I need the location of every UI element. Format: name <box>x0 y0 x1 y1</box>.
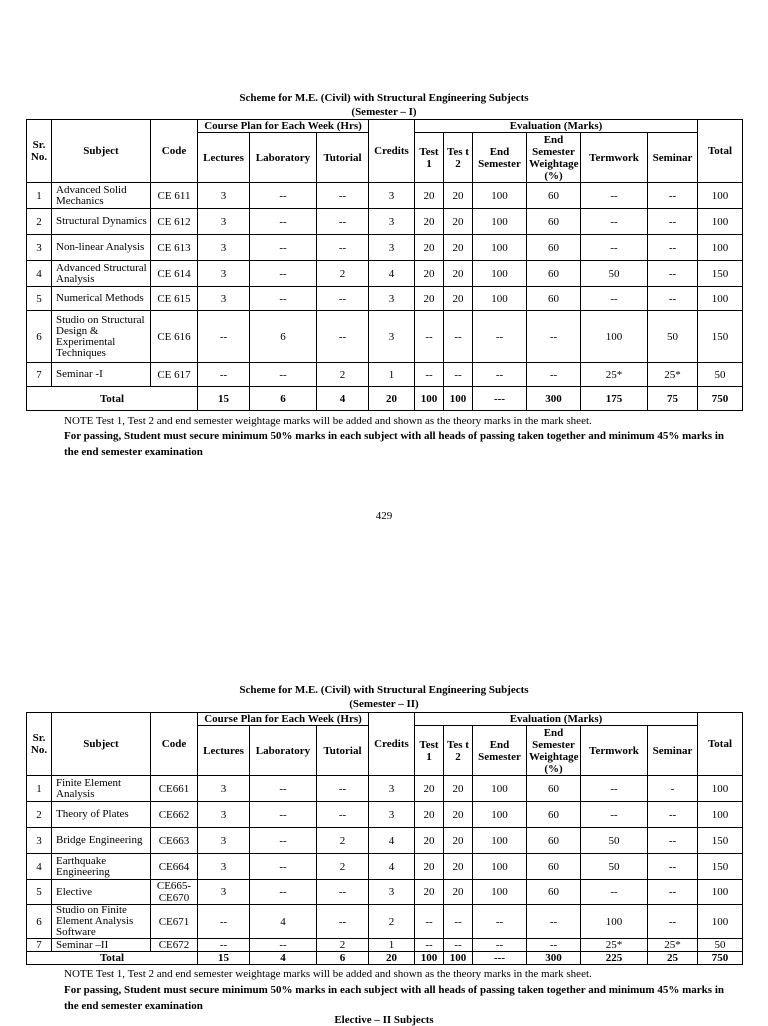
header-evaluation: Evaluation (Marks) <box>415 713 698 726</box>
table-cell: -- <box>317 183 369 209</box>
table-cell: -- <box>444 905 473 939</box>
table-cell: 2 <box>317 854 369 880</box>
subject-cell: Theory of Plates <box>52 802 151 828</box>
table-row <box>27 776 743 802</box>
table-cell: CE 613 <box>151 235 198 261</box>
table-cell: 25* <box>581 939 648 952</box>
table-cell: CE662 <box>151 802 198 828</box>
header-credits: Credits <box>369 713 415 776</box>
table-cell: 20 <box>415 854 444 880</box>
table-cell: 60 <box>527 209 581 235</box>
table-cell: -- <box>581 776 648 802</box>
table-cell: 20 <box>444 287 473 311</box>
table-cell: -- <box>317 311 369 363</box>
table-cell: -- <box>198 311 250 363</box>
header-sr: Sr. No. <box>27 120 52 183</box>
table-cell: 100 <box>698 183 743 209</box>
table-cell: 3 <box>369 311 415 363</box>
table-cell: -- <box>317 776 369 802</box>
header-course-plan: Course Plan for Each Week (Hrs) <box>198 120 369 133</box>
table-cell: 100 <box>473 235 527 261</box>
table-cell: -- <box>473 939 527 952</box>
header-end-semester: End Semester <box>473 133 527 183</box>
table-cell: 60 <box>527 828 581 854</box>
table-cell: 3 <box>369 802 415 828</box>
table-cell: 60 <box>527 287 581 311</box>
table-cell: 5 <box>27 880 52 905</box>
table-cell: 100 <box>473 828 527 854</box>
table-cell: -- <box>527 363 581 387</box>
header-seminar: Seminar <box>648 133 698 183</box>
table-cell: 20 <box>415 261 444 287</box>
table-row <box>27 311 743 363</box>
sem2-title: Scheme for M.E. (Civil) with Structural Engineering Subjects <box>239 684 529 696</box>
table-cell: -- <box>415 939 444 952</box>
header-total: Total <box>698 120 743 183</box>
table-cell: -- <box>648 261 698 287</box>
subject-cell: Advanced Structural Analysis <box>52 261 151 287</box>
table-cell: -- <box>198 905 250 939</box>
total-row <box>27 387 743 411</box>
total-cell: --- <box>473 952 527 965</box>
table-cell: -- <box>581 880 648 905</box>
table-cell: CE671 <box>151 905 198 939</box>
table-cell: 100 <box>698 776 743 802</box>
table-cell: 3 <box>369 235 415 261</box>
subject-cell: Finite Element Analysis <box>52 776 151 802</box>
table-cell: 25* <box>581 363 648 387</box>
table-cell: 20 <box>415 235 444 261</box>
table-cell: -- <box>648 802 698 828</box>
table-cell: -- <box>317 880 369 905</box>
table-row <box>27 939 743 952</box>
table-cell: 100 <box>473 802 527 828</box>
table-cell: -- <box>317 209 369 235</box>
table-cell: 50 <box>698 939 743 952</box>
table-cell: -- <box>473 363 527 387</box>
table-cell: 3 <box>198 183 250 209</box>
table-cell: -- <box>473 311 527 363</box>
table-cell: -- <box>198 363 250 387</box>
table-cell: -- <box>581 802 648 828</box>
table-row <box>27 880 743 905</box>
header-weightage: End Semester Weightage (%) <box>527 726 581 776</box>
sem1-passing-rule: For passing, Student must secure minimum 50% marks in each subject with all heads of passing taken together and minimum 45% marks in the end semester examination <box>64 430 724 458</box>
table-cell: 4 <box>250 905 317 939</box>
table-cell: CE665-CE670 <box>151 880 198 905</box>
total-row <box>27 952 743 965</box>
header-termwork: Termwork <box>581 133 648 183</box>
header-course-plan: Course Plan for Each Week (Hrs) <box>198 713 369 726</box>
table-cell: 60 <box>527 880 581 905</box>
table-cell: 20 <box>415 802 444 828</box>
table-row <box>27 235 743 261</box>
table-cell: 100 <box>473 854 527 880</box>
table-cell: 20 <box>444 828 473 854</box>
table-cell: 60 <box>527 802 581 828</box>
table-cell: -- <box>581 209 648 235</box>
table-cell: 20 <box>444 183 473 209</box>
table-cell: 60 <box>527 854 581 880</box>
table-cell: 3 <box>369 287 415 311</box>
total-cell: 750 <box>698 387 743 411</box>
header-tutorial: Tutorial <box>317 133 369 183</box>
sem1-subtitle: (Semester – I) <box>351 106 417 118</box>
table-cell: 3 <box>198 828 250 854</box>
sem2-passing-rule: For passing, Student must secure minimum 50% marks in each subject with all heads of passing taken together and minimum 45% marks in the end semester examination <box>64 984 724 1012</box>
table-cell: 4 <box>27 261 52 287</box>
table-cell: 3 <box>27 235 52 261</box>
table-cell: 2 <box>317 261 369 287</box>
table-cell: 100 <box>698 905 743 939</box>
table-cell: 20 <box>415 880 444 905</box>
table-cell: CE 612 <box>151 209 198 235</box>
table-cell: 3 <box>369 880 415 905</box>
table-cell: -- <box>317 802 369 828</box>
table-cell: 100 <box>473 880 527 905</box>
table-cell: 3 <box>369 776 415 802</box>
table-cell: -- <box>250 363 317 387</box>
total-cell: 100 <box>444 952 473 965</box>
total-cell: 25 <box>648 952 698 965</box>
table-cell: 100 <box>698 802 743 828</box>
sem2-table-body <box>27 776 743 965</box>
table-cell: 4 <box>369 854 415 880</box>
sem2-scheme-table <box>26 712 743 965</box>
table-cell: -- <box>648 905 698 939</box>
table-cell: -- <box>317 235 369 261</box>
table-cell: -- <box>250 802 317 828</box>
table-cell: 100 <box>473 287 527 311</box>
subject-cell: Seminar –II <box>52 939 151 952</box>
table-cell: 20 <box>415 183 444 209</box>
table-cell: 150 <box>698 311 743 363</box>
table-cell: -- <box>250 209 317 235</box>
header-lectures: Lectures <box>198 726 250 776</box>
total-cell: 6 <box>250 387 317 411</box>
table-cell: 3 <box>198 880 250 905</box>
table-cell: CE663 <box>151 828 198 854</box>
subject-cell: Studio on Finite Element Analysis Software <box>52 905 151 939</box>
table-cell: 4 <box>369 261 415 287</box>
table-cell: 3 <box>198 854 250 880</box>
total-cell: 300 <box>527 387 581 411</box>
header-code: Code <box>151 713 198 776</box>
table-row <box>27 828 743 854</box>
table-cell: -- <box>250 183 317 209</box>
elective-heading: Elective – II Subjects <box>334 1014 434 1026</box>
table-cell: 20 <box>415 287 444 311</box>
total-cell: 100 <box>444 387 473 411</box>
header-weightage: End Semester Weightage (%) <box>527 133 581 183</box>
table-cell: -- <box>415 905 444 939</box>
table-row <box>27 209 743 235</box>
table-cell: 2 <box>27 209 52 235</box>
header-credits: Credits <box>369 120 415 183</box>
table-cell: 1 <box>369 363 415 387</box>
subject-cell: Studio on Structural Design & Experimental Techniques <box>52 311 151 363</box>
table-cell: 50 <box>581 854 648 880</box>
table-cell: 7 <box>27 363 52 387</box>
table-cell: -- <box>581 287 648 311</box>
table-cell: 20 <box>444 854 473 880</box>
table-cell: 20 <box>444 880 473 905</box>
subject-cell: Advanced Solid Mechanics <box>52 183 151 209</box>
table-cell: 3 <box>198 235 250 261</box>
total-cell: 4 <box>250 952 317 965</box>
page-number: 429 <box>375 510 393 522</box>
table-cell: 100 <box>473 776 527 802</box>
sem1-note: NOTE Test 1, Test 2 and end semester weightage marks will be added and shown as the theory marks in the mark sheet. <box>64 415 592 427</box>
subject-cell: Earthquake Engineering <box>52 854 151 880</box>
total-label: Total <box>27 952 198 965</box>
table-cell: 1 <box>27 776 52 802</box>
table-cell: CE661 <box>151 776 198 802</box>
sem2-subtitle: (Semester – II) <box>349 698 419 710</box>
table-cell: 7 <box>27 939 52 952</box>
total-cell: 100 <box>415 387 444 411</box>
table-cell: 150 <box>698 828 743 854</box>
header-evaluation: Evaluation (Marks) <box>415 120 698 133</box>
table-cell: 50 <box>581 828 648 854</box>
sem1-scheme-table <box>26 119 743 411</box>
header-subject: Subject <box>52 120 151 183</box>
table-row <box>27 183 743 209</box>
sem2-note: NOTE Test 1, Test 2 and end semester weightage marks will be added and shown as the theory marks in the mark sheet. <box>64 968 592 980</box>
header-seminar: Seminar <box>648 726 698 776</box>
table-cell: CE 616 <box>151 311 198 363</box>
table-cell: 3 <box>369 209 415 235</box>
total-cell: 4 <box>317 387 369 411</box>
table-cell: 20 <box>444 235 473 261</box>
table-cell: 20 <box>444 209 473 235</box>
table-cell: 100 <box>698 287 743 311</box>
table-cell: 50 <box>581 261 648 287</box>
table-cell: 4 <box>369 828 415 854</box>
header-total: Total <box>698 713 743 776</box>
header-tutorial: Tutorial <box>317 726 369 776</box>
table-cell: 100 <box>698 880 743 905</box>
table-cell: -- <box>415 311 444 363</box>
table-cell: -- <box>648 209 698 235</box>
table-cell: -- <box>250 854 317 880</box>
table-cell: CE 617 <box>151 363 198 387</box>
table-cell: -- <box>648 183 698 209</box>
table-cell: 1 <box>369 939 415 952</box>
total-cell: 100 <box>415 952 444 965</box>
subject-cell: Elective <box>52 880 151 905</box>
table-cell: -- <box>250 261 317 287</box>
table-cell: -- <box>648 235 698 261</box>
table-cell: -- <box>444 939 473 952</box>
table-cell: 100 <box>581 905 648 939</box>
table-cell: CE664 <box>151 854 198 880</box>
header-lectures: Lectures <box>198 133 250 183</box>
total-cell: 75 <box>648 387 698 411</box>
table-cell: 150 <box>698 854 743 880</box>
table-cell: 20 <box>415 776 444 802</box>
table-cell: 20 <box>444 776 473 802</box>
table-cell: 4 <box>27 854 52 880</box>
table-cell: 2 <box>317 363 369 387</box>
table-cell: -- <box>250 235 317 261</box>
table-cell: -- <box>444 311 473 363</box>
sem1-table-body <box>27 183 743 411</box>
table-cell: -- <box>527 905 581 939</box>
table-cell: 2 <box>317 939 369 952</box>
table-cell: -- <box>250 776 317 802</box>
total-cell: 15 <box>198 952 250 965</box>
header-code: Code <box>151 120 198 183</box>
table-cell: CE672 <box>151 939 198 952</box>
table-cell: -- <box>415 363 444 387</box>
table-cell: - <box>648 776 698 802</box>
table-row <box>27 905 743 939</box>
table-cell: -- <box>648 854 698 880</box>
table-cell: 100 <box>473 183 527 209</box>
header-end-semester: End Semester <box>473 726 527 776</box>
table-cell: 3 <box>198 287 250 311</box>
total-cell: 225 <box>581 952 648 965</box>
table-row <box>27 287 743 311</box>
header-subject: Subject <box>52 713 151 776</box>
table-cell: -- <box>250 880 317 905</box>
header-sr: Sr. No. <box>27 713 52 776</box>
table-cell: 3 <box>198 209 250 235</box>
total-cell: 20 <box>369 952 415 965</box>
table-cell: 3 <box>198 261 250 287</box>
table-cell: 150 <box>698 261 743 287</box>
table-cell: -- <box>250 287 317 311</box>
table-cell: 60 <box>527 261 581 287</box>
table-row <box>27 363 743 387</box>
sem1-title: Scheme for M.E. (Civil) with Structural Engineering Subjects <box>239 92 529 104</box>
table-cell: 100 <box>473 209 527 235</box>
table-cell: -- <box>317 287 369 311</box>
table-cell: 50 <box>648 311 698 363</box>
table-cell: -- <box>444 363 473 387</box>
subject-cell: Structural Dynamics <box>52 209 151 235</box>
table-row <box>27 261 743 287</box>
table-cell: 25* <box>648 363 698 387</box>
total-label: Total <box>27 387 198 411</box>
table-cell: -- <box>527 311 581 363</box>
table-cell: 1 <box>27 183 52 209</box>
header-termwork: Termwork <box>581 726 648 776</box>
table-cell: 100 <box>581 311 648 363</box>
total-cell: 300 <box>527 952 581 965</box>
table-cell: 3 <box>27 828 52 854</box>
table-cell: 60 <box>527 235 581 261</box>
table-cell: -- <box>317 905 369 939</box>
header-test1: Test 1 <box>415 726 444 776</box>
table-cell: CE 611 <box>151 183 198 209</box>
total-cell: 6 <box>317 952 369 965</box>
total-cell: 750 <box>698 952 743 965</box>
table-cell: -- <box>473 905 527 939</box>
table-cell: 3 <box>198 802 250 828</box>
table-cell: 100 <box>473 261 527 287</box>
table-cell: 5 <box>27 287 52 311</box>
table-cell: CE 615 <box>151 287 198 311</box>
header-test1: Test 1 <box>415 133 444 183</box>
table-cell: 6 <box>27 311 52 363</box>
table-cell: 20 <box>444 261 473 287</box>
header-test2: Tes t 2 <box>444 133 473 183</box>
table-cell: -- <box>527 939 581 952</box>
total-cell: 15 <box>198 387 250 411</box>
table-cell: 60 <box>527 183 581 209</box>
table-cell: 2 <box>27 802 52 828</box>
table-cell: 2 <box>369 905 415 939</box>
total-cell: 20 <box>369 387 415 411</box>
subject-cell: Non-linear Analysis <box>52 235 151 261</box>
table-cell: -- <box>648 287 698 311</box>
table-row <box>27 854 743 880</box>
table-cell: CE 614 <box>151 261 198 287</box>
subject-cell: Bridge Engineering <box>52 828 151 854</box>
table-cell: 6 <box>27 905 52 939</box>
table-cell: -- <box>198 939 250 952</box>
table-cell: 20 <box>444 802 473 828</box>
table-cell: 100 <box>698 209 743 235</box>
table-cell: 25* <box>648 939 698 952</box>
table-cell: 100 <box>698 235 743 261</box>
subject-cell: Seminar -I <box>52 363 151 387</box>
table-cell: -- <box>648 880 698 905</box>
table-cell: 60 <box>527 776 581 802</box>
subject-cell: Numerical Methods <box>52 287 151 311</box>
header-laboratory: Laboratory <box>250 133 317 183</box>
table-cell: 6 <box>250 311 317 363</box>
header-laboratory: Laboratory <box>250 726 317 776</box>
table-cell: -- <box>250 828 317 854</box>
table-cell: 20 <box>415 209 444 235</box>
table-cell: -- <box>581 235 648 261</box>
table-cell: 50 <box>698 363 743 387</box>
table-cell: 3 <box>198 776 250 802</box>
table-cell: 2 <box>317 828 369 854</box>
header-test2: Tes t 2 <box>444 726 473 776</box>
total-cell: 175 <box>581 387 648 411</box>
total-cell: --- <box>473 387 527 411</box>
table-row <box>27 802 743 828</box>
table-cell: -- <box>250 939 317 952</box>
table-cell: 20 <box>415 828 444 854</box>
table-cell: -- <box>581 183 648 209</box>
table-cell: 3 <box>369 183 415 209</box>
table-cell: -- <box>648 828 698 854</box>
